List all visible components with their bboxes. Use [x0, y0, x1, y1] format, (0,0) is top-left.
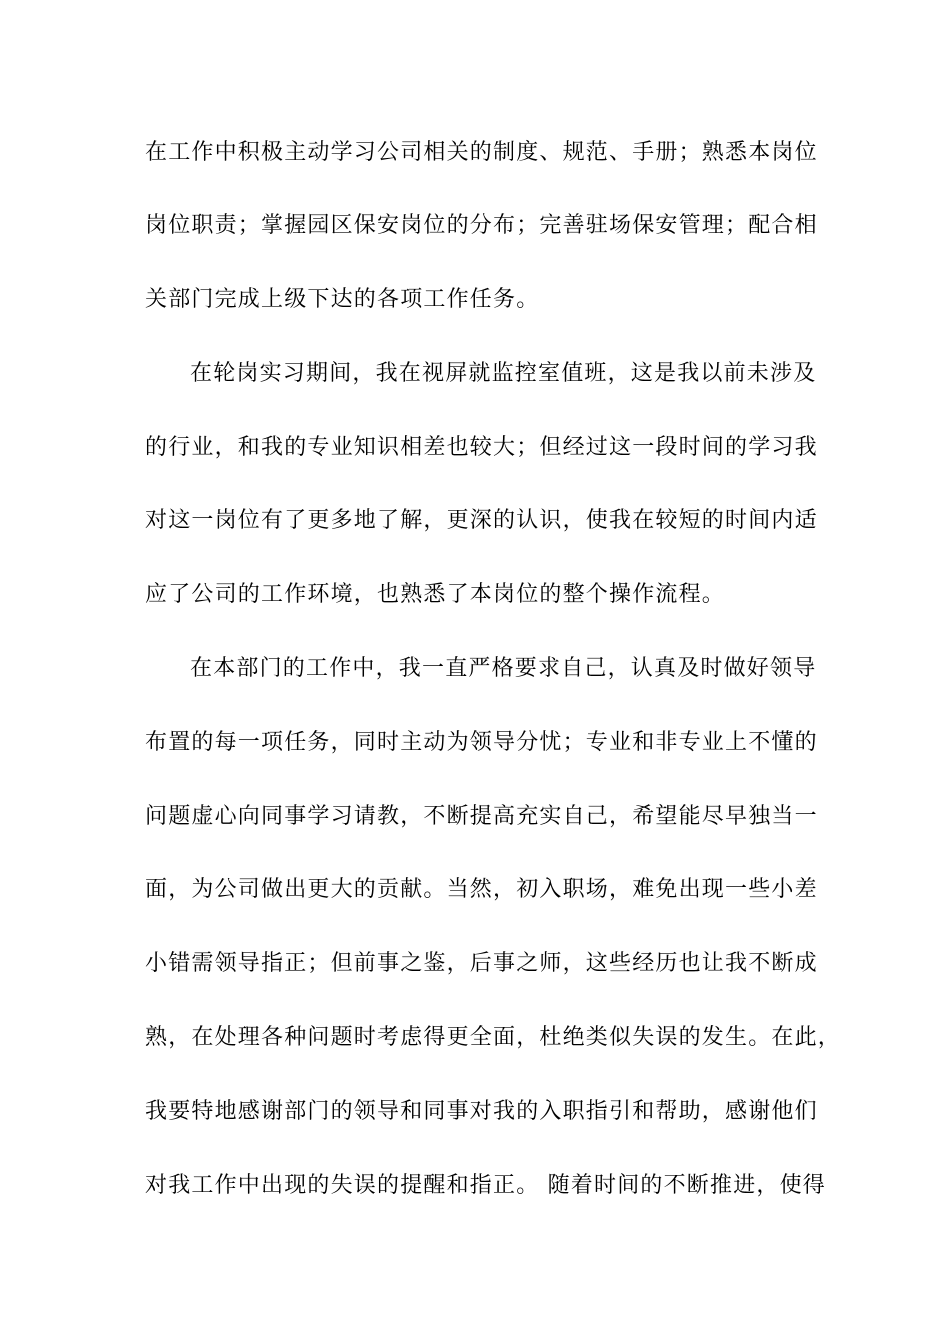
text-line: 的行业，和我的专业知识相差也较大；但经过这一段时间的学习我 — [145, 435, 818, 460]
text-line: 小错需领导指正；但前事之鉴，后事之师，这些经历也让我不断成 — [145, 951, 818, 976]
text-line: 面，为公司做出更大的贡献。当然，初入职场，难免出现一些小差 — [145, 877, 818, 902]
text-line: 问题虚心向同事学习请教，不断提高充实自己，希望能尽早独当一 — [145, 804, 818, 829]
text-line: 对这一岗位有了更多地了解，更深的认识，使我在较短的时间内适 — [145, 508, 818, 533]
paragraph-start-line: 在轮岗实习期间，我在视屏就监控室值班，这是我以前未涉及 — [190, 361, 817, 386]
paragraph-start-line: 在本部门的工作中，我一直严格要求自己，认真及时做好领导 — [190, 656, 817, 681]
text-line: 应了公司的工作环境，也熟悉了本岗位的整个操作流程。 — [145, 582, 726, 607]
text-line: 对我工作中出现的失误的提醒和指正。 随着时间的不断推进，使得 — [145, 1173, 826, 1198]
text-line: 我要特地感谢部门的领导和同事对我的入职指引和帮助，感谢他们 — [145, 1099, 818, 1124]
text-line: 熟，在处理各种问题时考虑得更全面，杜绝类似失误的发生。在此， — [145, 1025, 842, 1050]
text-line: 布置的每一项任务，同时主动为领导分忧；专业和非专业上不懂的 — [145, 730, 818, 755]
text-line: 岗位职责；掌握园区保安岗位的分布；完善驻场保安管理；配合相 — [145, 213, 818, 238]
text-line: 在工作中积极主动学习公司相关的制度、规范、手册；熟悉本岗位 — [145, 140, 818, 165]
text-line: 关部门完成上级下达的各项工作任务。 — [145, 287, 540, 312]
